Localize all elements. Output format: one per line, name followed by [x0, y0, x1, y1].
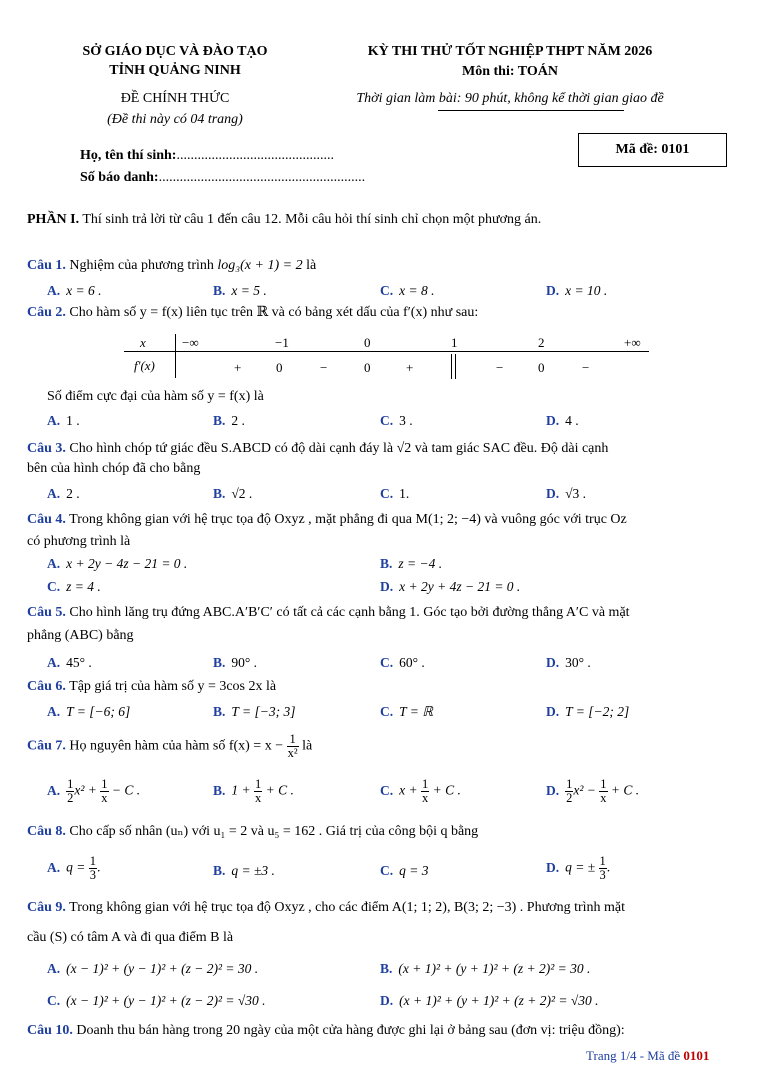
option-text: 1. — [399, 486, 410, 501]
q4-option-c[interactable] — [47, 579, 101, 595]
sign-value: − — [320, 360, 328, 375]
option-text: z = −4 . — [398, 556, 443, 571]
numerator: 1 — [67, 777, 74, 791]
option-label: A. — [47, 961, 61, 976]
option-text: T = [−2; 2] — [565, 704, 630, 719]
option-label: C. — [380, 863, 394, 878]
option-text: 4 . — [565, 413, 579, 428]
option-label: D. — [546, 283, 560, 298]
x-value: −1 — [275, 335, 289, 350]
option-text: √2 . — [231, 486, 253, 501]
question-text: Cho hình chóp tứ giác đều S.ABCD có độ dài cạnh đáy là √2 và tam giác SAC đều. Độ dài cạnh — [65, 441, 609, 456]
q6-option-a[interactable] — [47, 704, 130, 720]
q8-option-a[interactable] — [47, 855, 100, 882]
question-9-cont: cầu (S) có tâm A và đi qua điểm B là — [27, 930, 234, 945]
part1-title: PHẦN I. — [27, 212, 80, 227]
q5-option-a[interactable] — [47, 655, 92, 671]
q9-option-b[interactable] — [380, 961, 590, 977]
sign-value: − — [582, 360, 590, 375]
option-label: D. — [546, 413, 560, 428]
exam-title: KỲ THI THỬ TỐT NGHIỆP THPT NĂM 2026 — [367, 44, 653, 59]
numerator: 1 — [566, 777, 573, 791]
q5-option-c[interactable] — [380, 655, 425, 671]
fraction — [599, 778, 607, 805]
option-label: C. — [380, 782, 394, 798]
q9-option-d[interactable] — [380, 993, 599, 1009]
option-label: B. — [213, 655, 226, 670]
question-label: Câu 4. — [27, 512, 66, 527]
q4-option-a[interactable] — [47, 556, 187, 572]
sign-value: 0 — [276, 360, 283, 375]
option-label: D. — [380, 993, 394, 1008]
option-post: − C . — [108, 782, 141, 798]
q2-option-c[interactable] — [380, 413, 413, 429]
question-4-cont: có phương trình là — [27, 534, 131, 549]
option-text: x + 2y − 4z − 21 = 0 . — [66, 556, 188, 571]
q9-option-c[interactable] — [47, 993, 266, 1009]
option-label: B. — [213, 863, 226, 878]
candidate-id-field — [80, 170, 365, 186]
q6-option-d[interactable] — [546, 704, 629, 720]
exam-code-box: Mã đề: 0101 — [578, 133, 727, 167]
province-name: TỈNH QUẢNG NINH — [109, 63, 241, 78]
candidate-name-dots: ............................................. — [176, 148, 334, 163]
time-note: Thời gian làm bài: 90 phút, không kể thời gian giao đề — [356, 91, 664, 106]
q2-subquestion: Số điểm cực đại của hàm số y = f(x) là — [47, 389, 264, 404]
page-count-note: (Đề thi này có 04 trang) — [107, 112, 243, 127]
numerator: 1 — [89, 854, 96, 868]
option-mid: + C . — [262, 782, 294, 798]
fraction — [421, 778, 429, 805]
dept-name: SỞ GIÁO DỤC VÀ ĐÀO TẠO — [82, 44, 268, 59]
x-value: −∞ — [182, 335, 199, 350]
footer-code: 0101 — [683, 1048, 710, 1063]
option-mid: x² + — [74, 782, 101, 798]
option-label: C. — [380, 486, 394, 501]
question-label: Câu 6. — [27, 679, 66, 694]
option-text: 3 . — [399, 413, 413, 428]
question-text: Nghiệm của phương trình — [65, 258, 218, 273]
question-3 — [27, 439, 608, 459]
option-label: D. — [546, 782, 560, 798]
option-label: C. — [47, 993, 61, 1008]
footer-text: Trang 1/4 - Mã đề — [586, 1048, 684, 1063]
question-tail: là — [298, 738, 313, 754]
option-text: (x − 1)² + (y − 1)² + (z − 2)² = 30 . — [66, 961, 259, 976]
option-text: q = 3 — [399, 863, 429, 878]
q5-option-d[interactable] — [546, 655, 591, 671]
q2-option-a[interactable] — [47, 413, 80, 429]
option-label: C. — [380, 413, 394, 428]
option-label: D. — [546, 486, 560, 501]
question-label: Câu 2. — [27, 305, 66, 320]
time-underline — [438, 110, 624, 111]
subject-label: Môn thi: TOÁN — [462, 64, 558, 79]
option-text: x + 2y + 4z − 21 = 0 . — [399, 579, 521, 594]
question-3-cont: bên của hình chóp đã cho bằng — [27, 461, 201, 476]
question-10 — [27, 1021, 625, 1041]
option-label: A. — [47, 413, 61, 428]
option-label: A. — [47, 655, 61, 670]
numerator: 1 — [421, 777, 429, 791]
option-label: A. — [47, 556, 61, 571]
q1-option-d[interactable] — [546, 283, 607, 299]
option-label: B. — [380, 961, 393, 976]
x-value: 0 — [364, 335, 371, 350]
question-text: Cho hình lăng trụ đứng ABC.A′B′C′ có tất cả các cạnh bằng 1. Góc tạo bởi đường thẳng A′C và mặt — [65, 605, 630, 620]
denominator: x² — [287, 746, 298, 760]
option-text: (x − 1)² + (y − 1)² + (z − 2)² = √30 . — [66, 993, 266, 1008]
denominator: x — [421, 791, 429, 805]
question-7 — [27, 733, 312, 760]
question-8 — [27, 822, 478, 842]
option-post: + C . — [607, 782, 640, 798]
table-hline — [124, 351, 649, 352]
question-text: Tập giá trị của hàm số y = 3cos 2x là — [65, 679, 277, 694]
x-value: 1 — [451, 335, 458, 350]
option-text: (x + 1)² + (y + 1)² + (z + 2)² = √30 . — [399, 993, 599, 1008]
sign-value: + — [234, 360, 242, 375]
option-text: x = 10 . — [565, 283, 608, 298]
q7-option-d[interactable] — [546, 778, 639, 805]
q3-option-b[interactable] — [213, 486, 252, 502]
fraction — [599, 855, 607, 882]
denominator: x — [600, 791, 607, 805]
q4-option-d[interactable] — [380, 579, 520, 595]
candidate-id-dots: ........................................................... — [158, 170, 366, 185]
denominator: 2 — [566, 791, 573, 805]
q3-option-c[interactable] — [380, 486, 409, 502]
option-text: (x + 1)² + (y + 1)² + (z + 2)² = 30 . — [398, 961, 591, 976]
numerator: 1 — [600, 777, 607, 791]
question-label: Câu 10. — [27, 1023, 73, 1038]
question-5 — [27, 603, 630, 623]
sign-value: 0 — [538, 360, 545, 375]
option-text: T = [−6; 6] — [66, 704, 131, 719]
q2-option-b[interactable] — [213, 413, 245, 429]
option-label: D. — [380, 579, 394, 594]
option-text: 60° . — [399, 655, 425, 670]
q8-option-d[interactable] — [546, 855, 610, 882]
question-text: Doanh thu bán hàng trong 20 ngày của một cửa hàng được ghi lại ở bảng sau (đơn vị: triệu đồng): — [72, 1023, 625, 1038]
question-text: Trong không gian với hệ trục tọa độ Oxyz , cho các điểm A(1; 1; 2), B(3; 2; −3) . Phương trình mặt — [65, 900, 626, 915]
option-label: B. — [213, 413, 226, 428]
option-text: 30° . — [565, 655, 591, 670]
q7-option-b[interactable] — [213, 778, 294, 805]
fraction — [100, 778, 108, 805]
option-label: A. — [47, 704, 61, 719]
candidate-name-label: Họ, tên thí sinh: — [80, 148, 177, 163]
x-value: +∞ — [624, 335, 641, 350]
question-9 — [27, 898, 625, 918]
q8-option-b[interactable] — [213, 863, 275, 879]
option-text: 2 . — [66, 486, 80, 501]
q3-option-d[interactable] — [546, 486, 586, 502]
question-6 — [27, 677, 276, 697]
option-label: D. — [546, 859, 560, 875]
option-label: C. — [380, 704, 394, 719]
row2-label: f′(x) — [134, 358, 155, 373]
option-text: z = 4 . — [66, 579, 101, 594]
denominator: 3 — [599, 868, 606, 882]
numerator: 1 — [287, 733, 299, 747]
question-text: Họ nguyên hàm của hàm số f(x) = x − — [65, 738, 287, 754]
option-label: A. — [47, 283, 61, 298]
denominator: x — [101, 791, 108, 805]
question-label: Câu 1. — [27, 258, 66, 273]
option-label: B. — [380, 556, 393, 571]
option-text: x = 6 . — [66, 283, 102, 298]
denominator: 3 — [89, 868, 96, 882]
question-text: Cho cấp số nhân (uₙ) với u₁ = 2 và u₅ = 162 . Giá trị của công bội q bằng — [65, 824, 479, 839]
option-label: B. — [213, 782, 226, 798]
option-text: x = 8 . — [399, 283, 435, 298]
question-1 — [27, 256, 316, 276]
option-text: 90° . — [231, 655, 258, 670]
option-label: C. — [380, 283, 394, 298]
page-footer — [586, 1048, 709, 1064]
question-4 — [27, 510, 627, 530]
q3-option-a[interactable] — [47, 486, 80, 502]
q6-option-b[interactable] — [213, 704, 296, 720]
option-label: B. — [213, 283, 226, 298]
option-text: 2 . — [231, 413, 245, 428]
numerator: 1 — [101, 777, 108, 791]
question-label: Câu 7. — [27, 738, 66, 754]
option-label: D. — [546, 704, 560, 719]
q7-option-a[interactable] — [47, 778, 140, 805]
option-pre: 1 + — [231, 782, 255, 798]
question-label: Câu 5. — [27, 605, 66, 620]
q8-option-c[interactable] — [380, 863, 429, 879]
option-label: A. — [47, 782, 61, 798]
q1-option-c[interactable] — [380, 283, 434, 299]
option-label: D. — [546, 655, 560, 670]
question-5-cont: phẳng (ABC) bằng — [27, 628, 134, 643]
option-label: C. — [380, 655, 394, 670]
sign-value: − — [496, 360, 504, 375]
sign-value: 0 — [364, 360, 371, 375]
q5-option-b[interactable] — [213, 655, 257, 671]
q1-option-b[interactable] — [213, 283, 267, 299]
fraction — [287, 733, 299, 760]
numerator: 1 — [255, 777, 262, 791]
option-post: . — [606, 859, 611, 875]
question-tail: là — [302, 258, 317, 273]
official-label: ĐỀ CHÍNH THỨC — [120, 91, 230, 106]
numerator: 1 — [599, 854, 606, 868]
table-double-bar-1 — [451, 354, 452, 379]
x-value: 2 — [538, 335, 545, 350]
option-text: 45° . — [66, 655, 92, 670]
candidate-name-field — [80, 148, 334, 164]
option-label: C. — [47, 579, 61, 594]
option-text: x = 5 . — [231, 283, 267, 298]
option-text: T = [−3; 3] — [231, 704, 296, 719]
option-label: A. — [47, 859, 61, 875]
option-text: T = ℝ — [399, 704, 433, 719]
denominator: 2 — [67, 791, 74, 805]
sign-value: + — [406, 360, 414, 375]
option-pre: q = ± — [565, 859, 599, 875]
option-text: q = ±3 . — [231, 863, 275, 878]
option-text: √3 . — [565, 486, 587, 501]
q4-option-b[interactable] — [380, 556, 442, 572]
option-mid: + C . — [429, 782, 461, 798]
option-label: B. — [213, 704, 226, 719]
question-text: Cho hàm số y = f(x) liên tục trên ℝ và có bảng xét dấu của f′(x) như sau: — [65, 305, 479, 320]
question-label: Câu 9. — [27, 900, 66, 915]
candidate-id-label: Số báo danh: — [80, 170, 159, 185]
question-2 — [27, 303, 478, 323]
option-post: . — [97, 859, 101, 875]
option-pre: x + — [399, 782, 421, 798]
fraction — [89, 855, 97, 882]
option-mid: x² − — [573, 782, 600, 798]
question-math: log₃(x + 1) = 2 — [217, 258, 303, 273]
question-text: Trong không gian với hệ trục tọa độ Oxyz , mặt phẳng đi qua M(1; 2; −4) và vuông góc với trục Oz — [65, 512, 627, 527]
row1-label: x — [140, 335, 146, 350]
q1-option-a[interactable] — [47, 283, 101, 299]
table-double-bar-2 — [455, 354, 456, 379]
part1-heading — [27, 210, 541, 230]
question-label: Câu 8. — [27, 824, 66, 839]
table-vline — [175, 334, 176, 378]
q9-option-a[interactable] — [47, 961, 258, 977]
part1-text: Thí sinh trả lời từ câu 1 đến câu 12. Mỗi câu hỏi thí sinh chỉ chọn một phương án. — [79, 212, 542, 227]
question-label: Câu 3. — [27, 441, 66, 456]
q2-option-d[interactable] — [546, 413, 579, 429]
denominator: x — [255, 791, 262, 805]
option-pre: q = — [66, 859, 89, 875]
option-text: 1 . — [66, 413, 80, 428]
option-label: A. — [47, 486, 61, 501]
option-label: B. — [213, 486, 226, 501]
q7-option-c[interactable] — [380, 778, 461, 805]
q6-option-c[interactable] — [380, 704, 433, 720]
